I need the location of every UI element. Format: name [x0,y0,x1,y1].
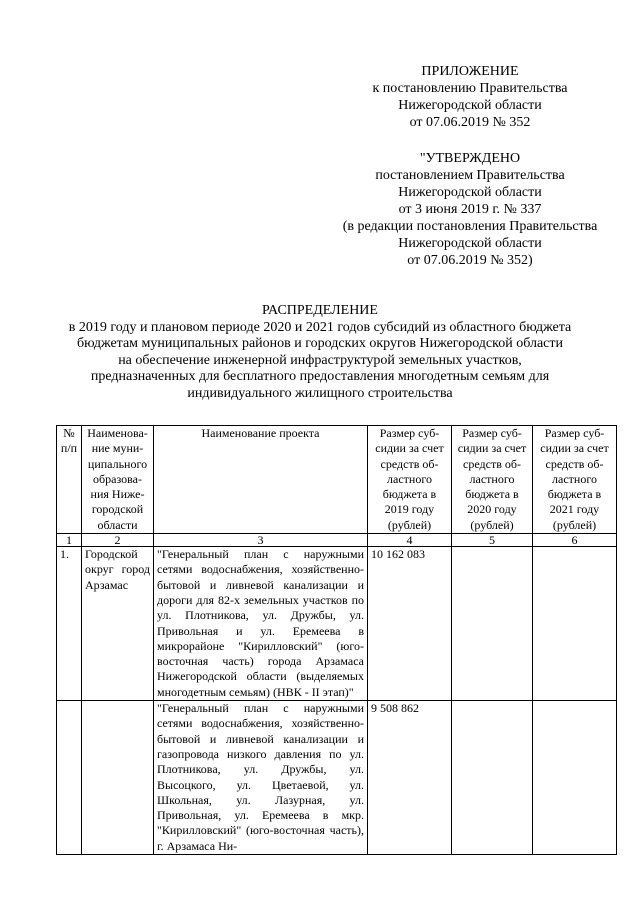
row-amount-2021 [533,547,617,701]
title-line: бюджетам муниципальных районов и городских округов Нижегородской области [76,336,564,351]
row-num [57,701,82,855]
title-line: на обеспечение инженерной инфраструктурой земельных участков, [118,352,522,368]
document-title [0,303,640,402]
table-row [57,547,617,701]
header-amount-2019: Размер суб- сидии за счет средств об- ластного бюджета в 2019 году (рублей) [368,426,452,534]
header-amount-2021: Размер суб- сидии за счет средств об- ластного бюджета в 2021 году (рублей) [533,426,617,534]
title-line: предназначенных для бесплатного предоставления многодетным семьям для [90,369,550,384]
approved-line: от 3 июня 2019 г. № 337 [398,202,542,217]
column-number: 2 [82,534,154,547]
approved-line: от 07.06.2019 № 352) [407,253,533,268]
row-amount-2020 [452,701,533,855]
row-num: 1. [57,547,82,701]
table-row [57,701,617,855]
approval-line: ПРИЛОЖЕНИЕ [421,64,519,79]
row-amount-2020 [452,547,533,701]
approval-line: Нижегородской области [398,98,542,113]
title-heading: РАСПРЕДЕЛЕНИЕ [262,303,378,318]
distribution-table [56,425,617,855]
approved-line: Нижегородской области [398,185,542,200]
title-line: в 2019 году и плановом периоде 2020 и 2021 годов субсидий из областного бюджета [68,319,572,335]
row-municipality [82,701,154,855]
row-amount-2019: 10 162 083 [368,547,452,701]
column-number: 3 [154,534,368,547]
approval-line: от 07.06.2019 № 352 [409,115,531,130]
column-number-row [57,534,617,547]
row-amount-2021 [533,701,617,855]
header-amount-2020: Размер суб- сидии за счет средств об- ластного бюджета в 2020 году (рублей) [452,426,533,534]
column-number: 5 [452,534,533,547]
approved-line: (в редакции постановления Правительства [342,219,598,234]
approval-line: к постановлению Правительства [372,81,568,96]
header-num: № п/п [57,426,82,534]
column-number: 1 [57,534,82,547]
row-project: "Генеральный план с наружными сетями водоснабжения, хозяйственно-бытовой и ливневой канализации и газопровода низкого давления по ул. Плотникова, ул. Дружбы, ул. Высоцкого, ул. Цветаевой, ул. Школьная, ул. Лазурная, ул. Привольная, ул. Еремеева в мкр. "Кирилловский" (юго-восточная часть), г. Арзамаса Ни- [154,701,368,855]
table-header-row [57,426,617,534]
column-number: 6 [533,534,617,547]
column-number: 4 [368,534,452,547]
title-line: индивидуального жилищного строительства [187,385,453,401]
row-project: "Генеральный план с наружными сетями водоснабжения, хозяйственно-бытовой и ливневой канализации и дороги для 82-х земельных участков по ул. Плотникова, ул. Дружбы, ул. Привольная и ул. Еремеева в микрорайоне "Кирилловский" (юго-восточная часть) города Арзамаса Нижегородской области (выделяемых многодетным семьям) (НВК - II этап)" [154,547,368,701]
header-municipality: Наименова- ние муни- ципального образова- ния Ниже- городской области [82,426,154,534]
header-project: Наименование проекта [154,426,368,534]
approved-line: "УТВЕРЖДЕНО [419,151,521,166]
approval-block [300,63,640,131]
approved-line: постановлением Правительства [375,168,565,183]
approved-line: Нижегородской области [398,236,542,251]
approved-block [300,150,640,269]
row-amount-2019: 9 508 862 [368,701,452,855]
row-municipality: Городской округ город Арзамас [82,547,154,701]
